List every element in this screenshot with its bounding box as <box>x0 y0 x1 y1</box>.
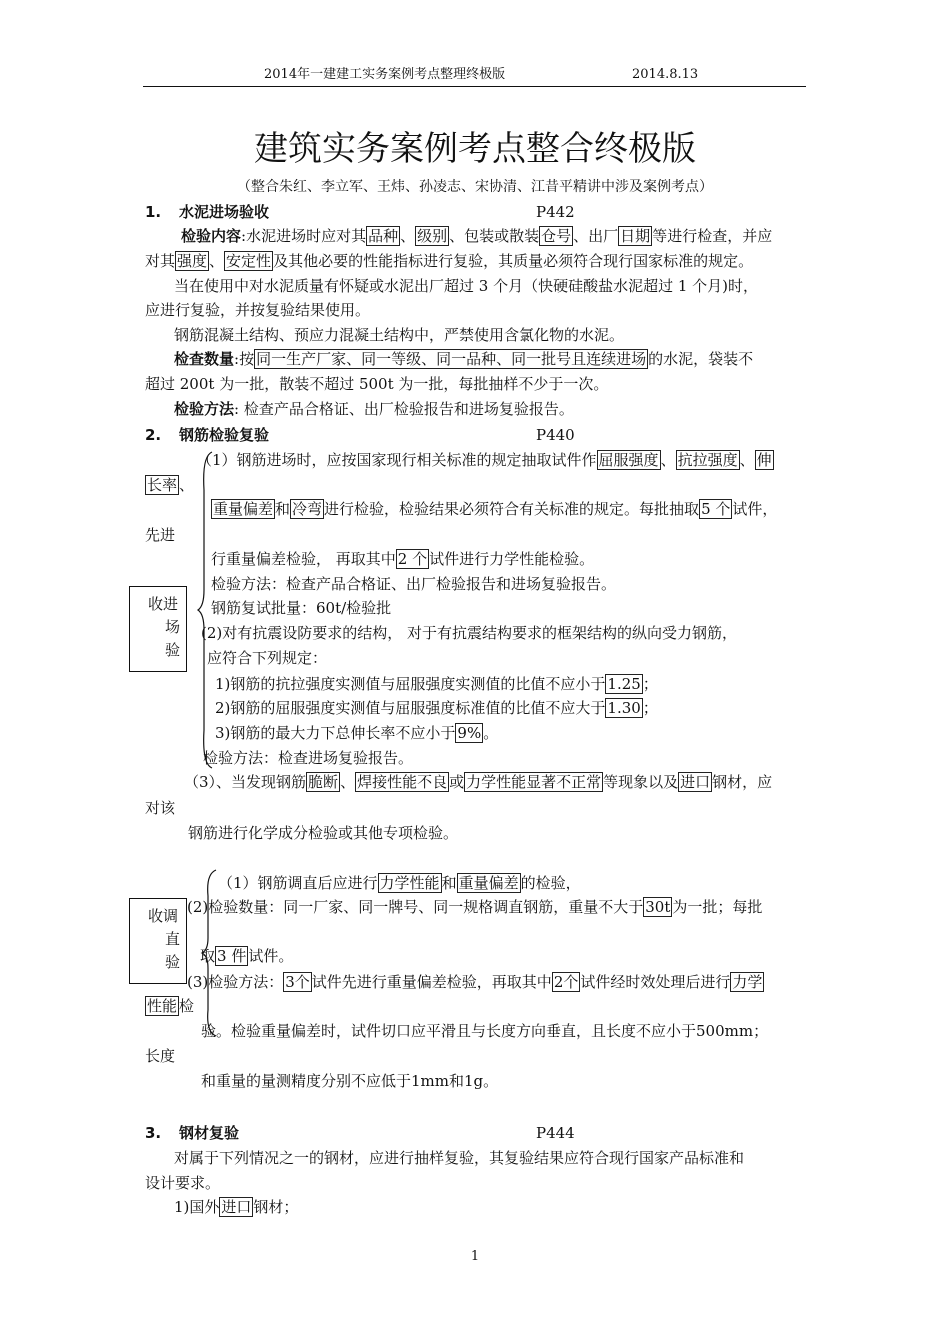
keyword-box: 1.25 <box>607 675 641 693</box>
text: （1）钢筋调直后应进行 <box>218 874 378 892</box>
keyword-box: 长率 <box>147 476 178 494</box>
text: 的水泥，袋装不 <box>648 350 754 368</box>
sec2-b-line-3 <box>200 949 293 964</box>
section-1-number: 1. <box>145 203 162 221</box>
sec2-a-line-9 <box>215 701 658 716</box>
entry-acceptance-box-line-1: 收进 <box>148 595 179 613</box>
sec2-a-line-8 <box>215 677 658 692</box>
keyword-box: 级别 <box>417 227 448 245</box>
keyword-box: 重量偏差 <box>213 500 274 518</box>
text: 3)钢筋的最大力下总伸长率不应小于 <box>215 724 456 742</box>
text: 试件。 <box>248 947 294 965</box>
text: 试件进行力学性能检验。 <box>429 550 595 568</box>
text: 、 <box>209 252 225 270</box>
text: （3）、当发现钢筋 <box>184 773 307 791</box>
sec1-line-3: 当在使用中对水泥质量有怀疑或水泥出厂超过 3 个月（快硬硅酸盐水泥超过 1 个月)时， <box>174 277 759 295</box>
label-inspection-content: 检验内容 <box>181 227 242 245</box>
entry-acceptance-box-line-2: 场 <box>165 618 181 636</box>
sec2-a-line-14: 钢筋进行化学成分检验或其他专项检验。 <box>188 824 459 842</box>
text: 钢材； <box>253 1198 299 1216</box>
sec2-a-line-10 <box>215 726 498 741</box>
keyword-box: 进口 <box>221 1198 252 1216</box>
sec2-a-line-5: 钢筋复试批量：60t/检验批 <box>211 599 392 617</box>
text: 或 <box>449 773 465 791</box>
keyword-box: 脆断 <box>308 773 339 791</box>
text: 和 <box>275 500 291 518</box>
sec2-b-line-4-wrap <box>145 999 194 1014</box>
text: :水泥进场时应对其 <box>241 227 367 245</box>
sec2-a-line-2 <box>211 502 777 517</box>
text: 试件经时效处理后进行 <box>580 973 731 991</box>
keyword-box: 日期 <box>620 227 651 245</box>
text: 2)钢筋的屈服强度实测值与屈服强度标准值的比值不应大于 <box>215 699 606 717</box>
document-subtitle: （整合朱红、李立军、王炜、孙凌志、宋协清、江昔平精讲中涉及案例考点） <box>237 179 713 195</box>
entry-acceptance-box-line-3: 验 <box>165 641 181 659</box>
sec2-a-line-13: 对该 <box>145 799 176 817</box>
keyword-box: 焊接性能不良 <box>357 773 448 791</box>
sec2-a-line-2-wrap: 先进 <box>145 526 176 544</box>
sec2-a-line-1 <box>197 453 774 468</box>
keyword-box: 伸 <box>756 451 772 469</box>
text: 、出厂 <box>573 227 619 245</box>
text: 、 <box>739 451 755 469</box>
text: 取 <box>200 947 216 965</box>
text: 和 <box>441 874 457 892</box>
text: (3)检验方法： <box>187 973 284 991</box>
sec1-line-5: 钢筋混凝土结构、预应力混凝土结构中，严禁使用含氯化物的水泥。 <box>174 326 625 344</box>
keyword-box: 进口 <box>680 773 711 791</box>
section-3-title: 钢材复验 <box>179 1124 240 1142</box>
section-2-page-ref: P440 <box>536 426 575 444</box>
keyword-box: 重量偏差 <box>458 874 519 892</box>
sec2-a-line-7: 应符合下列规定： <box>207 649 328 667</box>
keyword-box: 屈服强度 <box>598 451 659 469</box>
keyword-box: 力学性能 <box>379 874 440 892</box>
sec1-line-2 <box>145 254 753 269</box>
section-1-page-ref: P442 <box>536 203 575 221</box>
sec2-b-line-5: 验。检验重量偏差时，试件切口应平滑且与长度方向垂直，且长度不应小于500mm； <box>201 1022 769 1040</box>
section-2-title: 钢筋检验复验 <box>179 426 270 444</box>
text: 1)国外 <box>174 1198 220 1216</box>
text: （1）钢筋进场时，应按国家现行相关标准的规定抽取试件作 <box>197 451 597 469</box>
sec2-a-line-11: 检验方法：检查进场复验报告。 <box>203 749 414 767</box>
text: :按 <box>234 350 255 368</box>
text: 及其他必要的性能指标进行复验，其质量必须符合现行国家标准的规定。 <box>273 252 754 270</box>
sec2-a-line-1-wrap <box>145 478 194 493</box>
keyword-box: 3个 <box>285 973 310 991</box>
sec1-line-8 <box>174 402 574 417</box>
text: 为一批；每批 <box>672 898 763 916</box>
document-title: 建筑实务案例考点整合终极版 <box>254 129 696 169</box>
sec3-line-1: 对属于下列情况之一的钢材，应进行抽样复验，其复验结果应符合现行国家产品标准和 <box>174 1149 745 1167</box>
keyword-box: 强度 <box>177 252 208 270</box>
text: 。 <box>483 724 499 742</box>
header-rule <box>143 86 806 87</box>
keyword-box: 力学 <box>732 973 763 991</box>
keyword-box: 2个 <box>553 973 579 991</box>
sec2-a-line-6: (2)对有抗震设防要求的结构， 对于有抗震结构要求的框架结构的纵向受力钢筋， <box>201 624 738 642</box>
running-header-date: 2014.8.13 <box>632 67 699 82</box>
section-3-number: 3. <box>145 1124 162 1142</box>
text: 试件， <box>732 500 778 518</box>
straightening-box-line-2: 直 <box>165 930 181 948</box>
keyword-box: 30t <box>645 898 671 916</box>
text: 1)钢筋的抗拉强度实测值与屈服强度实测值的比值不应小于 <box>215 675 606 693</box>
text: 进行检验，检验结果必须符合有关标准的规定。每批抽取 <box>324 500 700 518</box>
sec2-b-line-4 <box>187 975 764 990</box>
text: ； <box>642 699 658 717</box>
text: 试件先进行重量偏差检验，再取其中 <box>311 973 552 991</box>
keyword-box: 5 个 <box>701 500 731 518</box>
text: 、 <box>660 451 676 469</box>
keyword-box: 品种 <box>368 227 399 245</box>
keyword-box: 2 个 <box>397 550 428 568</box>
sec2-b-line-5-wrap: 长度 <box>145 1047 176 1065</box>
keyword-box: 同一生产厂家、同一等级、同一品种、同一批号且连续进场 <box>256 350 647 368</box>
text: 钢材，应 <box>712 773 773 791</box>
text: 行重量偏差检验， 再取其中 <box>211 550 396 568</box>
sec2-b-line-6: 和重量的量测精度分别不应低于1mm和1g。 <box>201 1072 499 1090</box>
section-2-number: 2. <box>145 426 162 444</box>
sec3-line-3 <box>174 1200 298 1215</box>
sec1-line-6 <box>174 352 753 367</box>
sec1-line-4: 应进行复验，并按复验结果使用。 <box>145 301 371 319</box>
sec2-a-line-4: 检验方法：检查产品合格证、出厂检验报告和进场复验报告。 <box>211 575 617 593</box>
keyword-box: 9% <box>457 724 482 742</box>
sec1-line-7: 超过 200t 为一批，散装不超过 500t 为一批，每批抽样不少于一次。 <box>145 375 609 393</box>
keyword-box: 冷弯 <box>292 500 323 518</box>
straightening-box-line-3: 验 <box>165 953 181 971</box>
text: 的检验， <box>520 874 581 892</box>
keyword-box: 1.30 <box>607 699 641 717</box>
text: 、 <box>340 773 356 791</box>
text: 等进行检查，并应 <box>652 227 773 245</box>
text: 对其 <box>145 252 176 270</box>
text: 、 <box>400 227 416 245</box>
keyword-box: 抗拉强度 <box>677 451 738 469</box>
straightening-box-line-1: 收调 <box>148 907 179 925</box>
section-1-title: 水泥进场验收 <box>179 203 270 221</box>
text: 检 <box>179 997 195 1015</box>
text: 、包装或散装 <box>449 227 540 245</box>
keyword-box: 3 件 <box>217 947 247 965</box>
text: 、 <box>179 476 195 494</box>
page-number: 1 <box>470 1249 480 1264</box>
running-header-title: 2014年一建建工实务案例考点整理终极版 <box>264 67 506 82</box>
keyword-box: 力学性能显著不正常 <box>466 773 602 791</box>
text: (2)检验数量：同一厂家、同一牌号、同一规格调直钢筋，重量不大于 <box>187 898 644 916</box>
text: 等现象以及 <box>603 773 679 791</box>
keyword-box: 性能 <box>147 997 178 1015</box>
sec2-b-line-2 <box>187 900 762 915</box>
sec2-a-line-12 <box>184 775 772 790</box>
text: ； <box>642 675 658 693</box>
sec2-b-line-1 <box>218 876 581 891</box>
keyword-box: 仓号 <box>541 227 572 245</box>
sec2-a-line-3 <box>211 552 594 567</box>
section-3-page-ref: P444 <box>536 1124 575 1142</box>
sec3-line-2: 设计要求。 <box>145 1174 221 1192</box>
text: : 检查产品合格证、出厂检验报告和进场复验报告。 <box>234 400 574 418</box>
sec1-line-1 <box>181 229 772 244</box>
keyword-box: 安定性 <box>226 252 272 270</box>
label-inspection-quantity: 检查数量 <box>174 350 235 368</box>
label-inspection-method: 检验方法 <box>174 400 235 418</box>
